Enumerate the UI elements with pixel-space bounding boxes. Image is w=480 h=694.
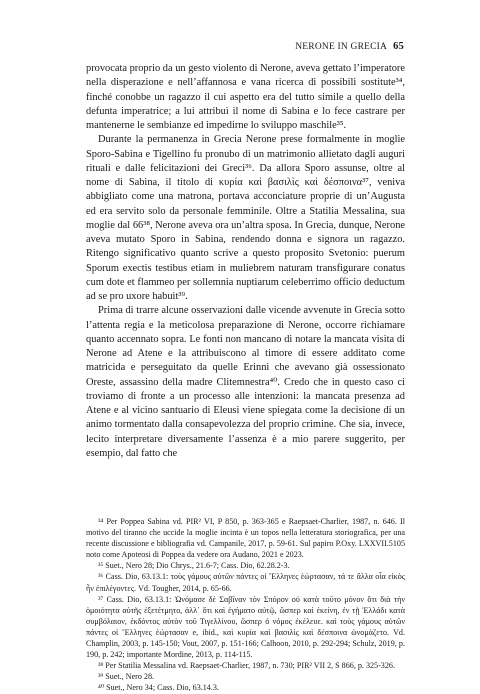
running-header <box>89 41 404 52</box>
main-text <box>86 62 405 461</box>
footnote-34: ³⁴ Per Poppea Sabina vd. PIR² VI, P 850, p. 363-365 e Raepsaet-Charlier, 1987, n. 646. Il motivo del tiranno che uccide la moglie incinta è un topos nella letteratura storiografica, per una recente discussione e bibliografia vd. Campanile, 2017, p. 59-61. Sul papiro P.Oxy. LXXVII.5105 noto come Apoteosi di Poppea da vedere ora Audano, 2021 e 2023. <box>86 517 405 560</box>
paragraph-2: Durante la permanenza in Grecia Nerone prese formalmente in moglie Sporo-Sabina e Tigellino fu pronubo di un matrimonio allietato dagli auguri rituali e dalle felicitazioni dei Greci³⁶. Da allora Sporo assunse, oltre al nome di Sabina, il titolo di κυρία καὶ βασιλὶς καὶ δέσποινα³⁷, veniva abbigliato come una matrona, portava acconciature proprie di un’Augusta ed era servito solo da personale femminile. Oltre a Statilia Messalina, sua moglie dal 66³⁸, Nerone aveva ora un’altra sposa. In Grecia, dunque, Nerone aveva mutato Sporo in Sabina, rendendo donna e signora un ragazzo. Ritengo significativo quanto scrive a questo proposito Svetonio: puerum Sporum exectis testibus etiam in muliebrem naturam transfigurare conatus cum dote et flammeo per sollemnia nuptiarum celeberrimo officio deductum ad se pro uxore habuit³⁹. <box>86 134 405 302</box>
footnote-37: ³⁷ Cass. Dio, 63.13.1: Ὠνόμασε δὲ Σαβῖναν τὸν Σπόρον οὐ κατὰ τοῦτο μόνον ὅτι διὰ τὴν ὁμοιότητα αὐτῆς ἐξετέτμητο, ἀλλ᾽ ὅτι καὶ ἐγήματο αὐτῷ, ὥσπερ καὶ ἐκείνη, ἐν τῇ Ἑλλάδι κατὰ συμβόλαιον, ἐκδόντος αὐτὸν τοῦ Τιγελλίνου, ὥσπερ ὁ νόμος ἐκέλευε. καὶ τοὺς γάμους αὐτῶν πάντες οἱ Ἕλληνες ἑώρτασαν e, ibid., καὶ κυρία καὶ βασιλὶς καὶ δέσποινα ὠνομάζετο. Vd. Champlin, 2003, p. 145-150; Vout, 2007, p. 151-166; Calhoon, 2010, p. 292-294; Schulz, 2019, p. 190, p. 242; importante Mordine, 2013, p. 114-115. <box>86 594 405 660</box>
footnote-40: ⁴⁰ Suet., Nero 34; Cass. Dio, 63.14.3. <box>98 683 219 693</box>
footnote-36: ³⁶ Cass. Dio, 63.13.1: τοὺς γάμους αὐτῶν πάντες οἱ Ἕλληνες ἑώρτασαν, τά τε ἄλλα οἷα εἰκὸς ἦν ἐπιλέγοντες. Vd. Tougher, 2014, p. 65-66. <box>86 572 405 593</box>
page-number: 65 <box>393 41 404 52</box>
footnote-39: ³⁹ Suet., Nero 28. <box>98 672 155 682</box>
footnote-35: ³⁵ Suet., Nero 28; Dio Chrys., 21.6-7; Cass. Dio, 62.28.2-3. <box>98 561 290 571</box>
footnotes <box>86 516 405 694</box>
running-title: NERONE IN GRECIA <box>295 42 388 52</box>
paragraph-1: provocata proprio da un gesto violento di Nerone, aveva gettato l’imperatore nella disperazione e nell’affannosa e vana ricerca di possibili sostitute³⁴, finché conobbe un ragazzo il cui aspetto era del tutto simile a quello della defunta imperatrice; a lui attribuì il nome di Sabina e lo fece castrare per mantenerne le sembianze ed impedirne lo sviluppo maschile³⁵. <box>86 63 405 131</box>
footnote-38: ³⁸ Per Statilia Messalina vd. Raepsaet-Charlier, 1987, n. 730; PIR² VII 2, S 866, p. 325-326. <box>98 661 395 671</box>
paragraph-3: Prima di trarre alcune osservazioni dalle vicende avvenute in Grecia sotto l’attenta regia e la meticolosa preparazione di Nerone, occorre richiamare quanto accennato sopra. Le fonti non mancano di notare la mancata visita di Nerone ad Atene e la attribuiscono al timore di essere additato come matricida e perseguitato da quelle Erinni che avevano già ossessionato Oreste, assassino della madre Clitemnestra⁴⁰. Credo che in questo caso ci troviamo di fronte a un processo alle intenzioni: la mancata presenza ad Atene e al vicino santuario di Eleusi viene spiegata come la decisione di un animo tormentato dalla consapevolezza del proprio crimine. Che sia, invece, lecito interpretare diversamente l’assenza è a mio parere suggerito, per esempio, dal fatto che <box>86 305 405 459</box>
